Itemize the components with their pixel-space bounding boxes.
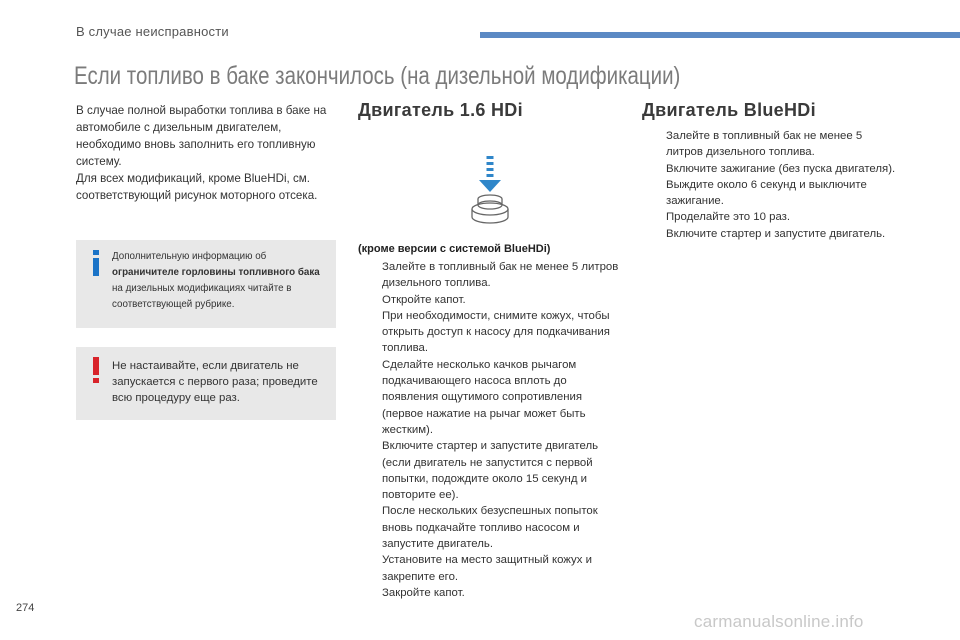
header-accent-bar: [480, 32, 960, 38]
step-text: Залейте в топливный бак не менее 5 литров дизельного топлива.: [666, 130, 863, 159]
section-hdi: [358, 100, 622, 599]
watermark: carmanualsonline.info: [694, 612, 864, 631]
info-text-bold: ограничителе горловины топливного бака: [112, 267, 320, 278]
section-hdi-subheading: (кроме версии с системой BlueHDi): [358, 243, 551, 255]
fuel-pump-primer-icon: [468, 153, 512, 229]
section-bluehdi-steps: [642, 128, 902, 242]
info-icon: [88, 250, 104, 276]
page-number: 274: [16, 602, 35, 614]
list-item: [358, 585, 622, 601]
info-box: [76, 240, 336, 328]
intro-text: [76, 102, 346, 204]
warning-text: Не настаивайте, если двигатель не запускается с первого раза; проведите всю процедуру еще раз.: [112, 360, 318, 404]
list-item: [642, 209, 902, 225]
section-hdi-title: Двигатель 1.6 HDi: [358, 100, 523, 120]
step-text: Залейте в топливный бак не менее 5 литров дизельного топлива.: [382, 261, 619, 290]
step-text: Включите стартер и запустите двигатель.: [666, 227, 886, 240]
list-item: [358, 308, 622, 357]
section-bluehdi-title: Двигатель BlueHDi: [642, 100, 816, 120]
page-title: Если топливо в баке закончилось (на дизельной модификации): [74, 62, 681, 90]
step-text: Закройте капот.: [382, 586, 465, 599]
intro-paragraph: Для всех модификаций, кроме BlueHDi, см. соответствующий рисунок моторного отсека.: [76, 172, 318, 202]
list-item: [358, 357, 622, 438]
exclamation-icon: [88, 357, 104, 383]
info-text-part: Дополнительную информацию об: [112, 251, 267, 262]
list-item: [358, 438, 622, 503]
step-text: Откройте капот.: [382, 293, 466, 306]
list-item: [642, 128, 902, 161]
list-item: [642, 226, 902, 242]
step-text: Сделайте несколько качков рычагом подкачивающего насоса вплоть до появления ощутимого сопротивления (первое нажатие на рычаг может быть жестким).: [382, 358, 586, 436]
step-text: После нескольких безуспешных попыток вновь подкачайте топливо насосом и запустите двигатель.: [382, 505, 598, 551]
step-text: Выждите около 6 секунд и выключите зажигание.: [666, 178, 867, 208]
list-item: [358, 552, 622, 585]
list-item: [358, 292, 622, 308]
info-text-part: на дизельных модификациях читайте в соответствующей рубрике.: [112, 283, 292, 310]
list-item: [358, 503, 622, 552]
step-text: Включите зажигание (без пуска двигателя).: [666, 162, 896, 175]
list-item: [358, 259, 622, 292]
header-title: В случае неисправности: [76, 24, 229, 39]
info-text: [112, 251, 320, 310]
warning-box: [76, 347, 336, 420]
section-bluehdi: [642, 100, 902, 240]
step-text: Установите на место защитный кожух и закрепите его.: [382, 554, 592, 583]
step-text: Включите стартер и запустите двигатель (если двигатель не запустится с первой попытки, подождите около 15 секунд и повторите ее).: [382, 440, 599, 502]
intro-paragraph: В случае полной выработки топлива в баке на автомобиле с дизельным двигателем, необходимо вновь заполнить его топливную систему.: [76, 104, 327, 168]
left-column: [76, 102, 346, 204]
step-text: Проделайте это 10 раз.: [666, 211, 791, 224]
section-hdi-steps: [358, 259, 622, 601]
step-text: При необходимости, снимите кожух, чтобы открыть доступ к насосу для подкачивания топлива.: [382, 309, 610, 355]
list-item: [642, 177, 902, 210]
list-item: [642, 161, 902, 177]
